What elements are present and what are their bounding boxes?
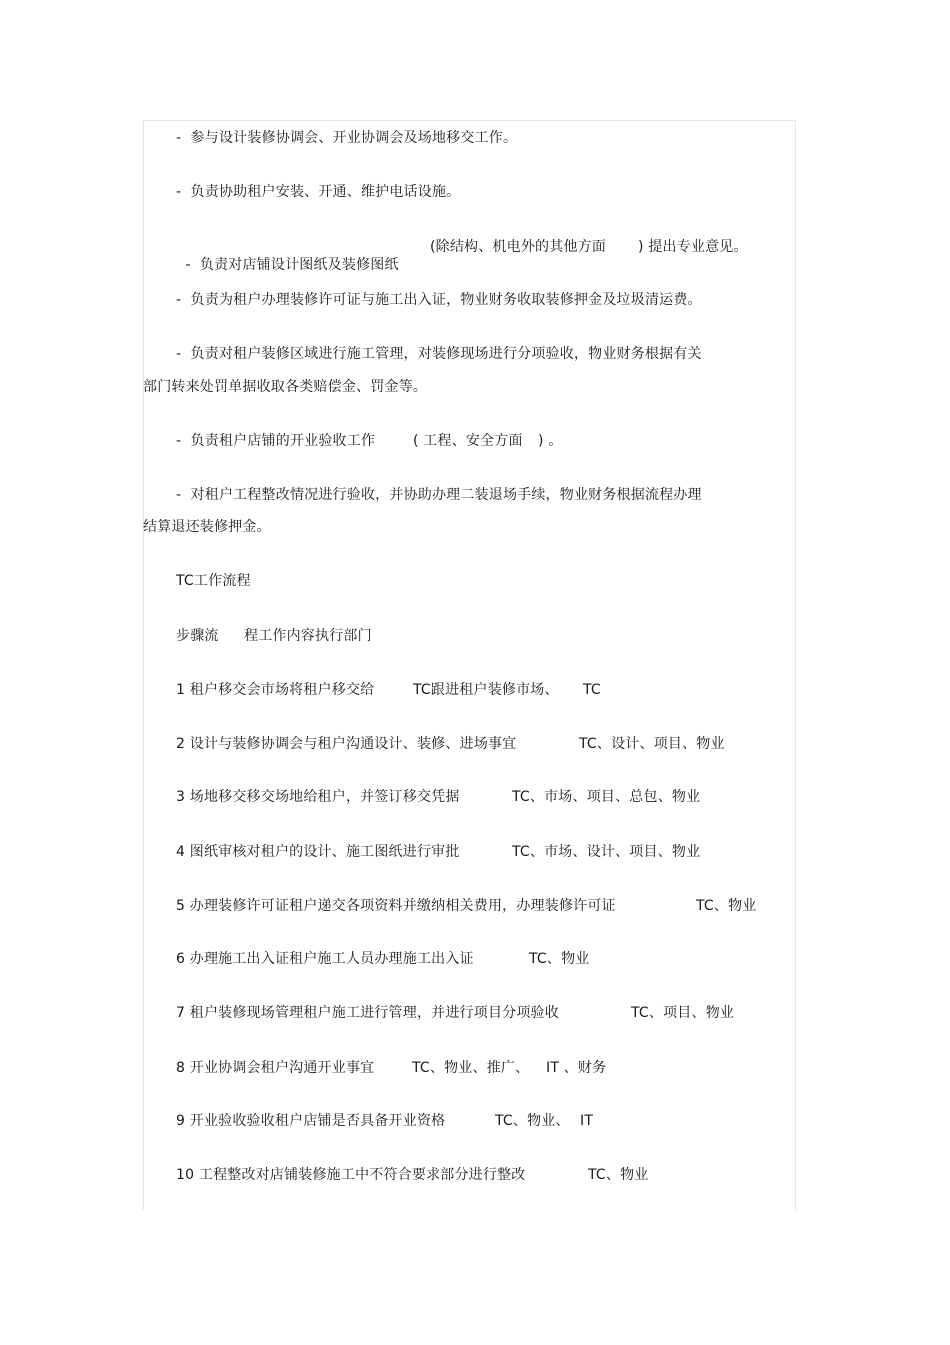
step-3-dept: TC、市场、项目、总包、物业 [512, 789, 701, 805]
step-8-dept: TC、物业、推广、 [412, 1060, 530, 1076]
step-7-dept: TC、项目、物业 [631, 1005, 735, 1021]
step-1-dept: TC跟进租户装修市场、 [413, 682, 559, 698]
step-7-content: 7 租户装修现场管理租户施工进行管理，并进行项目分项验收 [176, 1005, 559, 1021]
step-1-dept-2: TC [583, 682, 601, 698]
duty-item-4: - 负责为租户办理装修许可证与施工出入证，物业财务收取装修押金及垃圾清运费。 [176, 292, 702, 308]
duty-item-6-part-a: - 负责租户店铺的开业验收工作 [176, 433, 376, 449]
step-9-dept-2: IT [580, 1113, 594, 1129]
step-3-content: 3 场地移交移交场地给租户，并签订移交凭据 [176, 789, 460, 805]
step-6-dept: TC、物业 [529, 951, 590, 967]
step-10-content: 10 工程整改对店铺装修施工中不符合要求部分进行整改 [176, 1167, 526, 1183]
section-title: TC工作流程 [176, 573, 251, 589]
step-9-dept: TC、物业、 [495, 1113, 570, 1129]
step-4-dept: TC、市场、设计、项目、物业 [512, 844, 701, 860]
duty-item-5-line-2: 部门转来处罚单据收取各类赔偿金、罚金等。 [143, 379, 427, 395]
duty-item-6-part-c: ) 。 [538, 433, 563, 449]
duty-item-1: - 参与设计装修协调会、开业协调会及场地移交工作。 [176, 130, 518, 146]
duty-item-3 [176, 238, 399, 274]
step-2-dept: TC、设计、项目、物业 [579, 736, 725, 752]
table-header-col-b: 程工作内容执行部门 [244, 628, 372, 644]
table-header-col-a: 步骤流 [176, 628, 219, 644]
step-2-content: 2 设计与装修协调会与租户沟通设计、装修、进场事宜 [176, 736, 517, 752]
duty-item-6-part-b: ( 工程、安全方面 [413, 433, 523, 449]
step-6-content: 6 办理施工出入证租户施工人员办理施工出入证 [176, 951, 474, 967]
step-1-content: 1 租户移交会市场将租户移交给 [176, 682, 375, 698]
step-8-dept-2: IT 、财务 [546, 1060, 607, 1076]
step-8-content: 8 开业协调会租户沟通开业事宜 [176, 1060, 375, 1076]
duty-item-3-part-b: (除结构、机电外的其他方面 [430, 239, 607, 255]
duty-item-2: - 负责协助租户安装、开通、维护电话设施。 [176, 184, 461, 200]
duty-item-5-line-1: - 负责对租户装修区域进行施工管理，对装修现场进行分项验收，物业财务根据有关 [176, 346, 702, 362]
step-5-content: 5 办理装修许可证租户递交各项资料并缴纳相关费用，办理装修许可证 [176, 898, 616, 914]
step-4-content: 4 图纸审核对租户的设计、施工图纸进行审批 [176, 844, 460, 860]
duty-item-3-part-a: - 负责对店铺设计图纸及装修图纸 [185, 257, 399, 273]
duty-item-3-part-c: ) 提出专业意见。 [638, 239, 748, 255]
page-frame [143, 120, 796, 1210]
duty-item-7-line-1: - 对租户工程整改情况进行验收，并协助办理二装退场手续，物业财务根据流程办理 [176, 487, 702, 503]
step-5-dept: TC、物业 [696, 898, 757, 914]
step-10-dept: TC、物业 [588, 1167, 649, 1183]
step-9-content: 9 开业验收验收租户店铺是否具备开业资格 [176, 1113, 446, 1129]
duty-item-7-line-2: 结算退还装修押金。 [143, 519, 271, 535]
